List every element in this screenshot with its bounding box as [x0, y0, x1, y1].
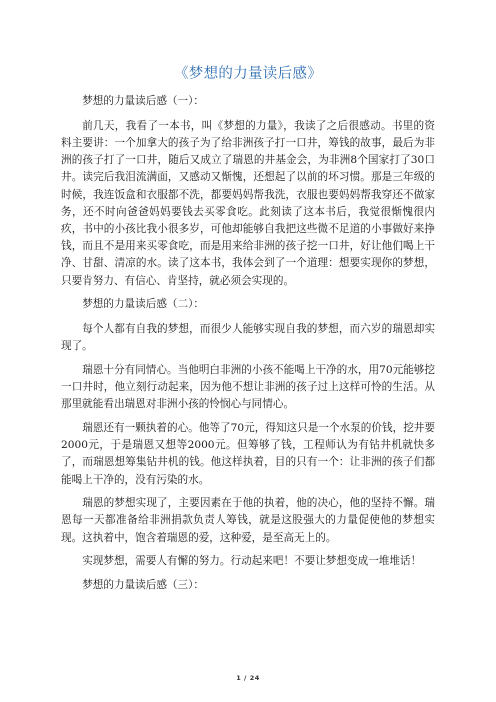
section-heading: 梦想的力量读后感（一）：	[82, 95, 205, 107]
paragraph: 实现梦想，需要人有懈的努力。行动起来吧！不要让梦想变成一堆堆话！	[82, 555, 422, 568]
paragraph: 瑞恩十分有同情心。当他明白非洲的小孩不能喝上干净的水，用70元能够挖一口井时，他立刻行动起来，因为他不想让非洲的孩子过上这样可怜的生活。从那里就能看出瑞恩对非洲小孩的怜悯心与同情心。	[61, 363, 435, 411]
page-number: 1 / 24	[236, 674, 260, 682]
paragraph: 前几天，我看了一本书，叫《梦想的力量》，我读了之后很感动。书里的资料主要讲：一个加拿大的孩子为了给非洲孩子打一口井，筹钱的故事，最后为非洲的孩子打了一口井，随后又成立了瑞恩的井基金会，为非洲8个国家打了30口井。读完后我泪流满面，又感动又惭愧，还想起了以前的坏习惯。那是三年级的时候，我连饭盒和衣服都不洗，都要妈妈帮我洗，衣服也要妈妈帮我穿还不做家务，还不时向爸爸妈妈要钱去买零食吃。此刻读了这本书后，我觉很惭愧很内疚，书中的小孩比我小很多岁，可他却能够自我把这些微不足道的小事做好来挣钱，而且不是用来买零食吃，而是用来给非洲的孩子挖一口井，好让他们喝上干净、甘甜、清凉的水。读了这本书，我体会到了一个道理：想要实现你的梦想，只要肯努力、有信心、肯坚持，就必须会实现的。	[61, 119, 435, 287]
paragraph: 瑞恩的梦想实现了，主要因素在于他的执着，他的决心，他的坚持不懈。瑞恩每一天都准备给非洲捐款负责人筹钱，就是这股强大的力量促使他的梦想实现。这执着中，饱含着瑞恩的爱，这种爱，是至高无上的。	[61, 497, 435, 544]
paragraph: 瑞恩还有一颗执着的心。他等了70元，得知这只是一个水泵的价钱，挖井要2000元，于是瑞恩又想等2000元。但筹够了钱，工程师认为有钻井机就快多了，而瑞恩想筹集钻井机的钱。他这样执着，目的只有一个：让非洲的孩子们都能喝上干净的，没有污染的水。	[61, 421, 435, 486]
document-title: 《梦想的力量读后感》	[174, 66, 322, 82]
document-body	[61, 93, 435, 602]
section-heading: 梦想的力量读后感（三）：	[82, 579, 205, 592]
section-heading: 梦想的力量读后感（二）：	[82, 298, 205, 311]
paragraph: 每个人都有自我的梦想，而很少人能够实现自我的梦想，而六岁的瑞恩却实现了。	[61, 322, 435, 353]
